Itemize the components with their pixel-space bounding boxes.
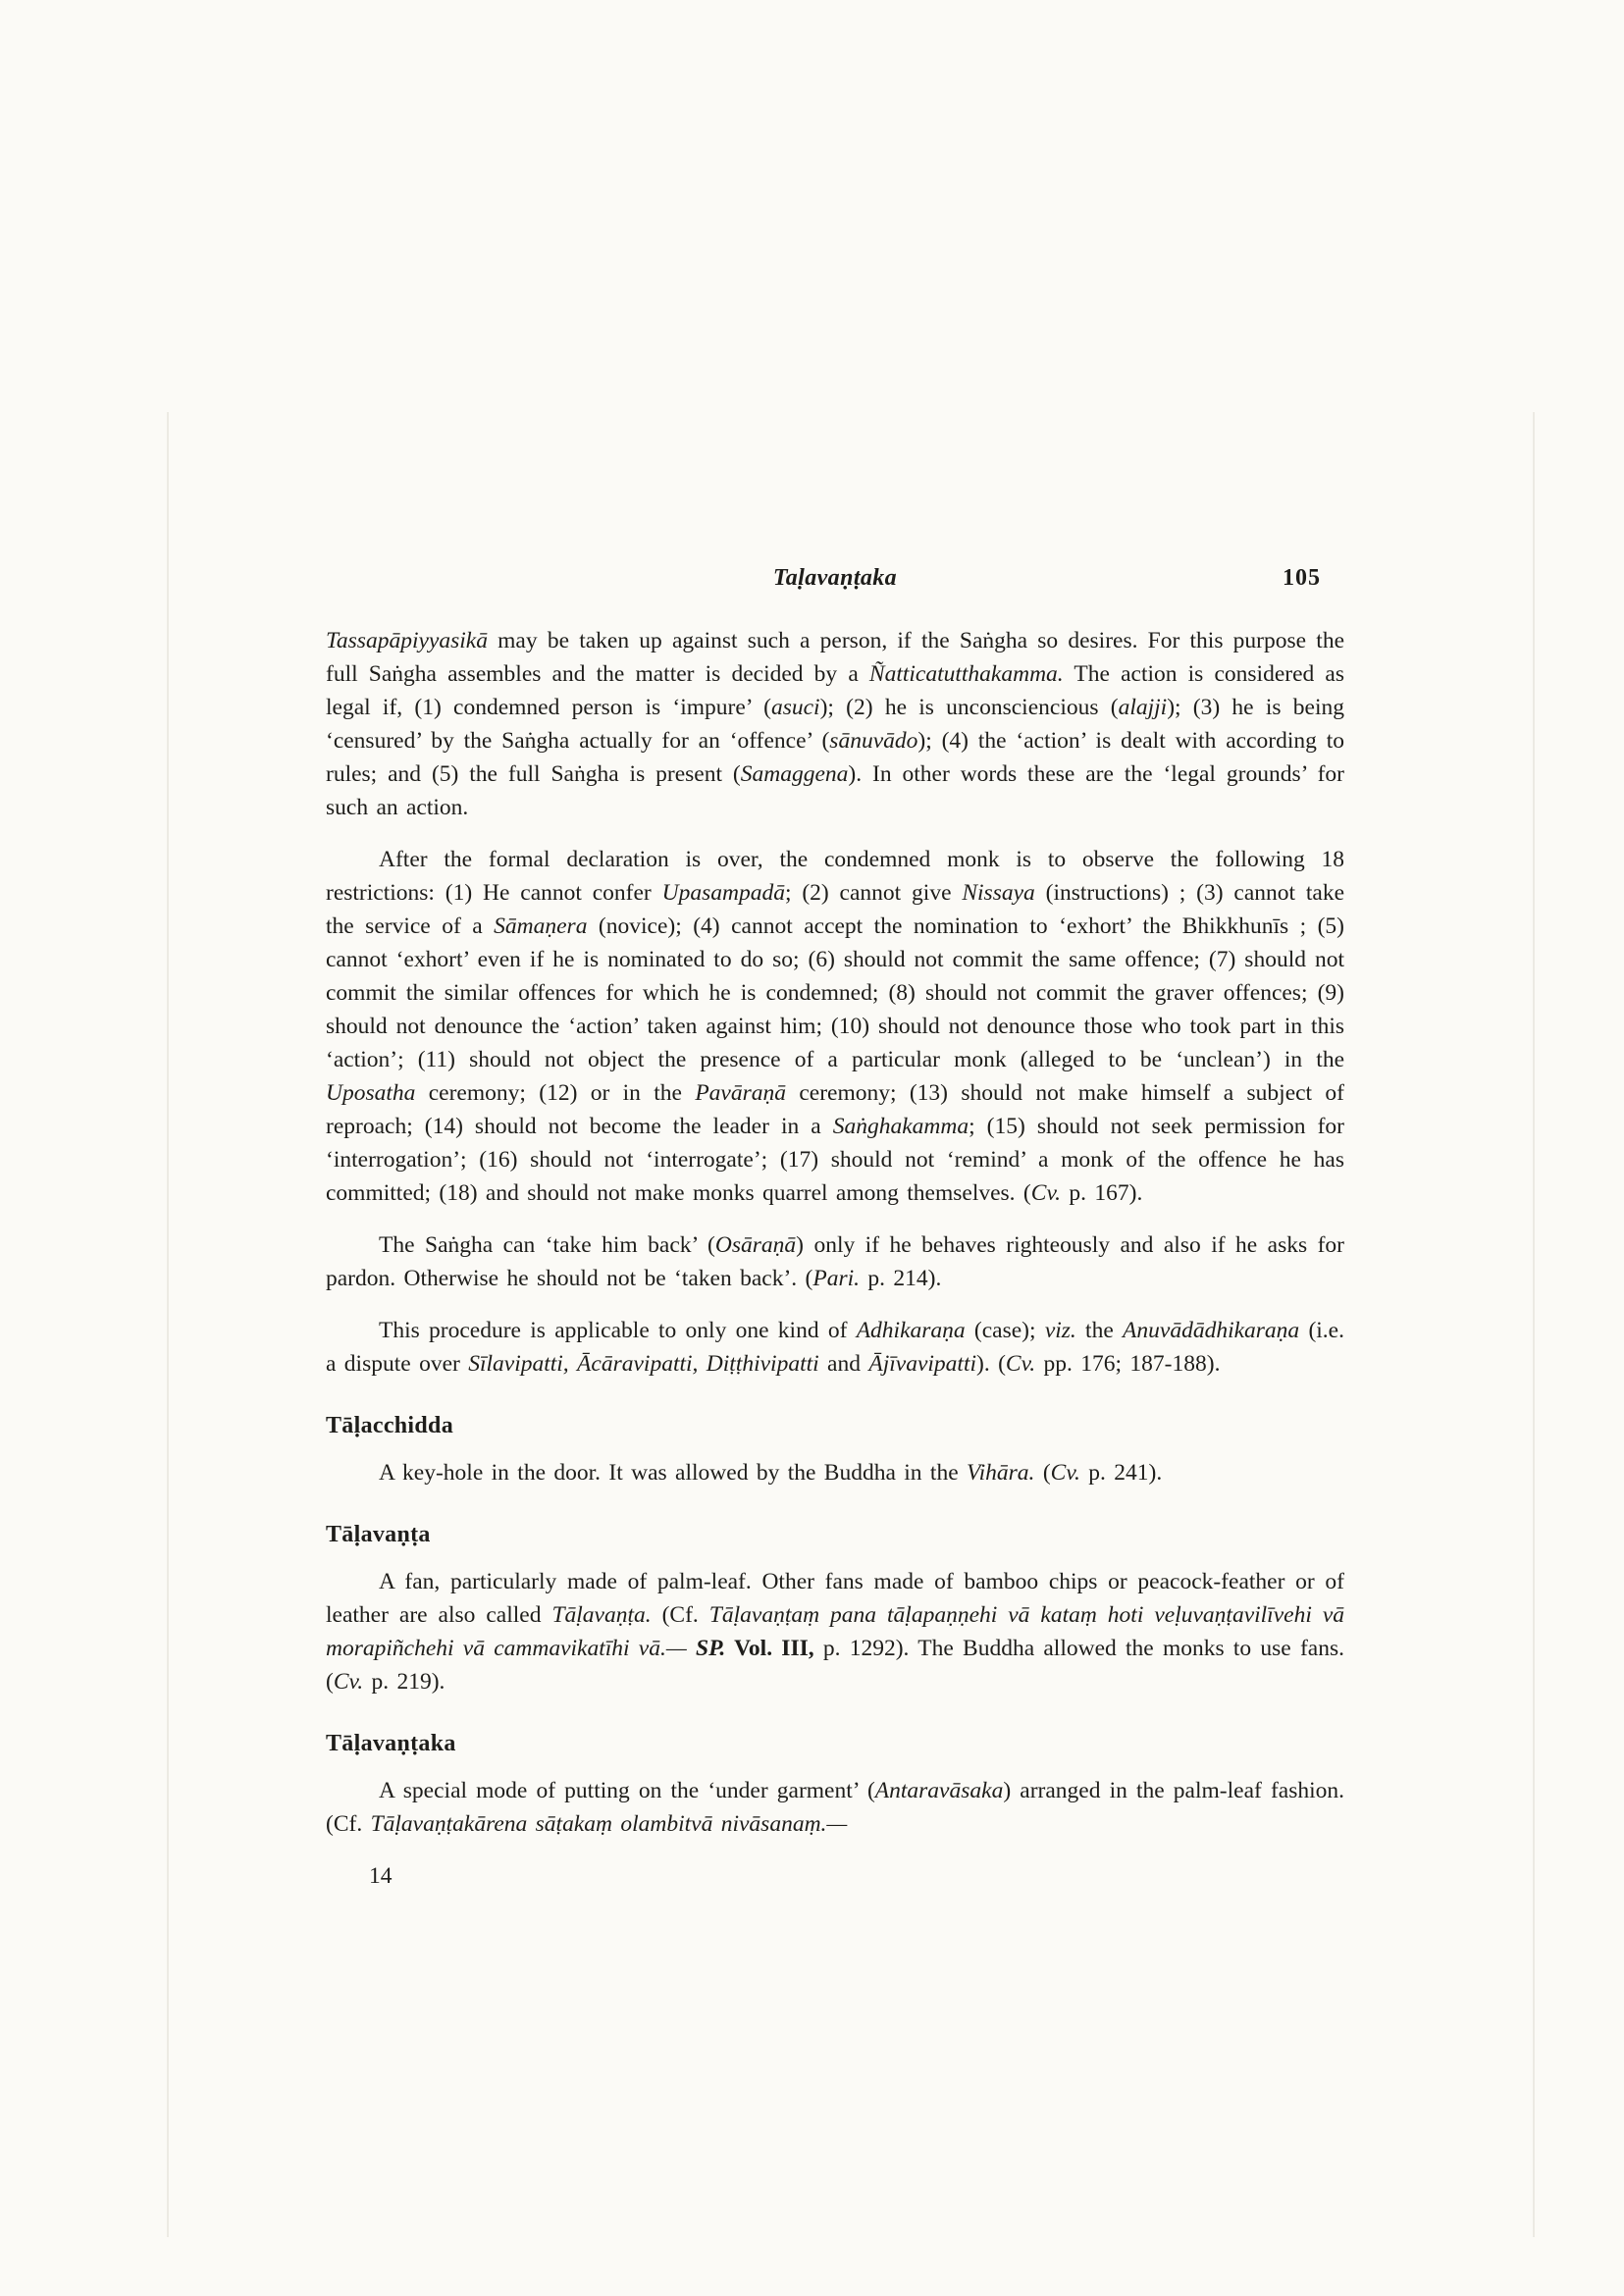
paragraph bbox=[326, 624, 1344, 824]
text-segment: Saṅghakamma bbox=[832, 1114, 969, 1139]
text-segment: alajji bbox=[1118, 695, 1168, 720]
text-segment: Vol. III, bbox=[725, 1636, 814, 1661]
text-segment: sānuvādo bbox=[829, 728, 918, 754]
running-title: Taḷavaṇṭaka bbox=[772, 565, 898, 591]
paragraph bbox=[326, 1228, 1344, 1295]
text-segment: Pari. bbox=[812, 1266, 861, 1291]
text-segment: and bbox=[818, 1351, 869, 1377]
text-segment: ) arranged in the palm-leaf fashion. (Cf. bbox=[326, 1778, 1345, 1837]
running-head bbox=[326, 565, 1344, 600]
text-segment: Anuvādādhikaraṇa bbox=[1123, 1318, 1300, 1343]
text-column bbox=[326, 565, 1344, 1893]
text-segment: p. 167). bbox=[1061, 1180, 1143, 1206]
text-segment: p. 214). bbox=[860, 1266, 942, 1291]
text-segment: ). ( bbox=[976, 1351, 1006, 1377]
text-segment: (Cf. bbox=[651, 1602, 709, 1628]
text-segment: Upasampadā bbox=[661, 880, 785, 906]
text-segment: Ājīvavipatti bbox=[868, 1351, 976, 1377]
text-segment: Pavāraṇā bbox=[695, 1080, 786, 1106]
text-segment: Osāraṇā bbox=[714, 1232, 797, 1258]
text-segment: pp. 176; 187-188). bbox=[1035, 1351, 1221, 1377]
text-segment: Cv. bbox=[1030, 1180, 1062, 1206]
signature-number: 14 bbox=[369, 1863, 393, 1889]
text-segment: Tāḷavaṇṭakārena sāṭakaṃ olambitvā nivāsanaṃ.— bbox=[370, 1811, 848, 1837]
page-number: 105 bbox=[1283, 565, 1321, 591]
text-segment: (instructions) ; (3) cannot take the service of a bbox=[326, 880, 1345, 939]
text-segment: A special mode of putting on the ‘under garment’ ( bbox=[379, 1778, 875, 1803]
text-segment: Uposatha bbox=[326, 1080, 416, 1106]
paragraph bbox=[326, 1565, 1344, 1698]
text-segment: (case); bbox=[965, 1318, 1045, 1343]
text-segment: may be taken up against such a person, if the Saṅgha so desires. For this purpose the full Saṅgha assembles and the matter is decided by a bbox=[326, 628, 1344, 687]
text-segment: Sīlavipatti, Ācāravipatti, Diṭṭhivipatti bbox=[468, 1351, 819, 1377]
entry-heading: Tāḷacchidda bbox=[326, 1413, 453, 1438]
text-segment: Cv. bbox=[1005, 1351, 1036, 1377]
text-segment: Tāḷavaṇṭa. bbox=[551, 1602, 652, 1628]
text-segment: the bbox=[1075, 1318, 1124, 1343]
text-segment: p. 219). bbox=[363, 1669, 445, 1695]
text-segment: ). In other words these are the ‘legal grounds’ for such an action. bbox=[326, 761, 1344, 820]
text-segment: ( bbox=[1034, 1460, 1051, 1486]
text-segment: Tāḷavaṇṭaṃ pana tāḷapaṇṇehi vā kataṃ hoti veḷuvaṇṭavilīvehi vā morapiñchehi vā cammavikatīhi vā.— bbox=[326, 1602, 1344, 1661]
text-segment: ceremony; (12) or in the bbox=[415, 1080, 696, 1106]
text-segment: Nissaya bbox=[962, 880, 1035, 906]
text-segment: (i.e. a dispute over bbox=[326, 1318, 1344, 1377]
text-segment: viz. bbox=[1044, 1318, 1076, 1343]
text-segment: ); (4) the ‘action’ is dealt with according to rules; and (5) the full Saṅgha is present ( bbox=[326, 728, 1344, 787]
paragraph bbox=[326, 1456, 1344, 1489]
text-segment: ceremony; (13) should not make himself a subject of reproach; (14) should not become the leader in a bbox=[326, 1080, 1344, 1139]
text-segment: The Saṅgha can ‘take him back’ ( bbox=[379, 1232, 715, 1258]
text-segment: Tassapāpiyyasikā bbox=[326, 628, 488, 653]
text-segment: A fan, particularly made of palm-leaf. Other fans made of bamboo chips or peacock-feather or of leather are also called bbox=[326, 1569, 1344, 1628]
entry-heading: Tāḷavaṇṭa bbox=[326, 1522, 431, 1547]
page-content bbox=[326, 624, 1344, 1841]
text-segment: p. 241). bbox=[1079, 1460, 1163, 1486]
paragraph bbox=[326, 843, 1344, 1210]
entry-heading: Tāḷavaṇṭaka bbox=[326, 1731, 456, 1756]
text-segment: A key-hole in the door. It was allowed by the Buddha in the bbox=[379, 1460, 968, 1486]
text-segment: Cv. bbox=[333, 1669, 364, 1695]
paragraph bbox=[326, 1774, 1344, 1841]
text-segment: This procedure is applicable to only one kind of bbox=[379, 1318, 857, 1343]
text-segment: ); (3) he is being ‘censured’ by the Saṅgha actually for an ‘offence’ ( bbox=[326, 695, 1344, 754]
text-segment: The action is considered as legal if, (1) condemned person is ‘impure’ ( bbox=[326, 661, 1344, 720]
text-segment: Sāmaṇera bbox=[494, 913, 588, 939]
text-segment: ); (2) he is unconsciencious ( bbox=[819, 695, 1119, 720]
scan-edge-shadow-right bbox=[1533, 412, 1535, 2237]
text-segment: (novice); (4) cannot accept the nomination to ‘exhort’ the Bhikkhunīs ; (5) cannot ‘exhort’ even if he is nominated to do so; (6) should not commit the same offence; (7) should not commit the similar offences for which he is condemned; (8) should not commit the graver offences; (9) should not denounce the ‘action’ taken against him; (10) should not denounce those who took part in this ‘action’; (11) should not object the presence of a particular monk (alleged to be ‘unclean’) in the bbox=[326, 913, 1344, 1072]
text-segment: p. 1292). The Buddha allowed the monks to use fans. ( bbox=[326, 1636, 1345, 1695]
text-segment: Vihāra. bbox=[967, 1460, 1035, 1486]
paragraph bbox=[326, 1314, 1344, 1381]
text-segment: asuci bbox=[770, 695, 820, 720]
scan-edge-shadow-left bbox=[167, 412, 169, 2237]
text-segment: Antaravāsaka bbox=[874, 1778, 1004, 1803]
text-segment: ; (2) cannot give bbox=[784, 880, 963, 906]
text-segment: Ñatticatutthakamma. bbox=[868, 661, 1064, 687]
text-segment: After the formal declaration is over, the condemned monk is to observe the following 18 restrictions: (1) He cannot confer bbox=[326, 847, 1344, 906]
text-segment: Cv. bbox=[1050, 1460, 1080, 1486]
text-segment: Adhikaraṇa bbox=[856, 1318, 966, 1343]
text-segment: ; (15) should not seek permission for ‘interrogation’; (16) should not ‘interrogate’; (17) should not ‘remind’ a monk of the offence he has committed; (18) and should not make monks quarrel among themselves. ( bbox=[326, 1114, 1344, 1206]
text-segment: SP. bbox=[696, 1636, 726, 1661]
text-segment: Samaggena bbox=[740, 761, 849, 787]
text-segment: ) only if he behaves righteously and also if he asks for pardon. Otherwise he should not be ‘taken back’. ( bbox=[326, 1232, 1344, 1291]
